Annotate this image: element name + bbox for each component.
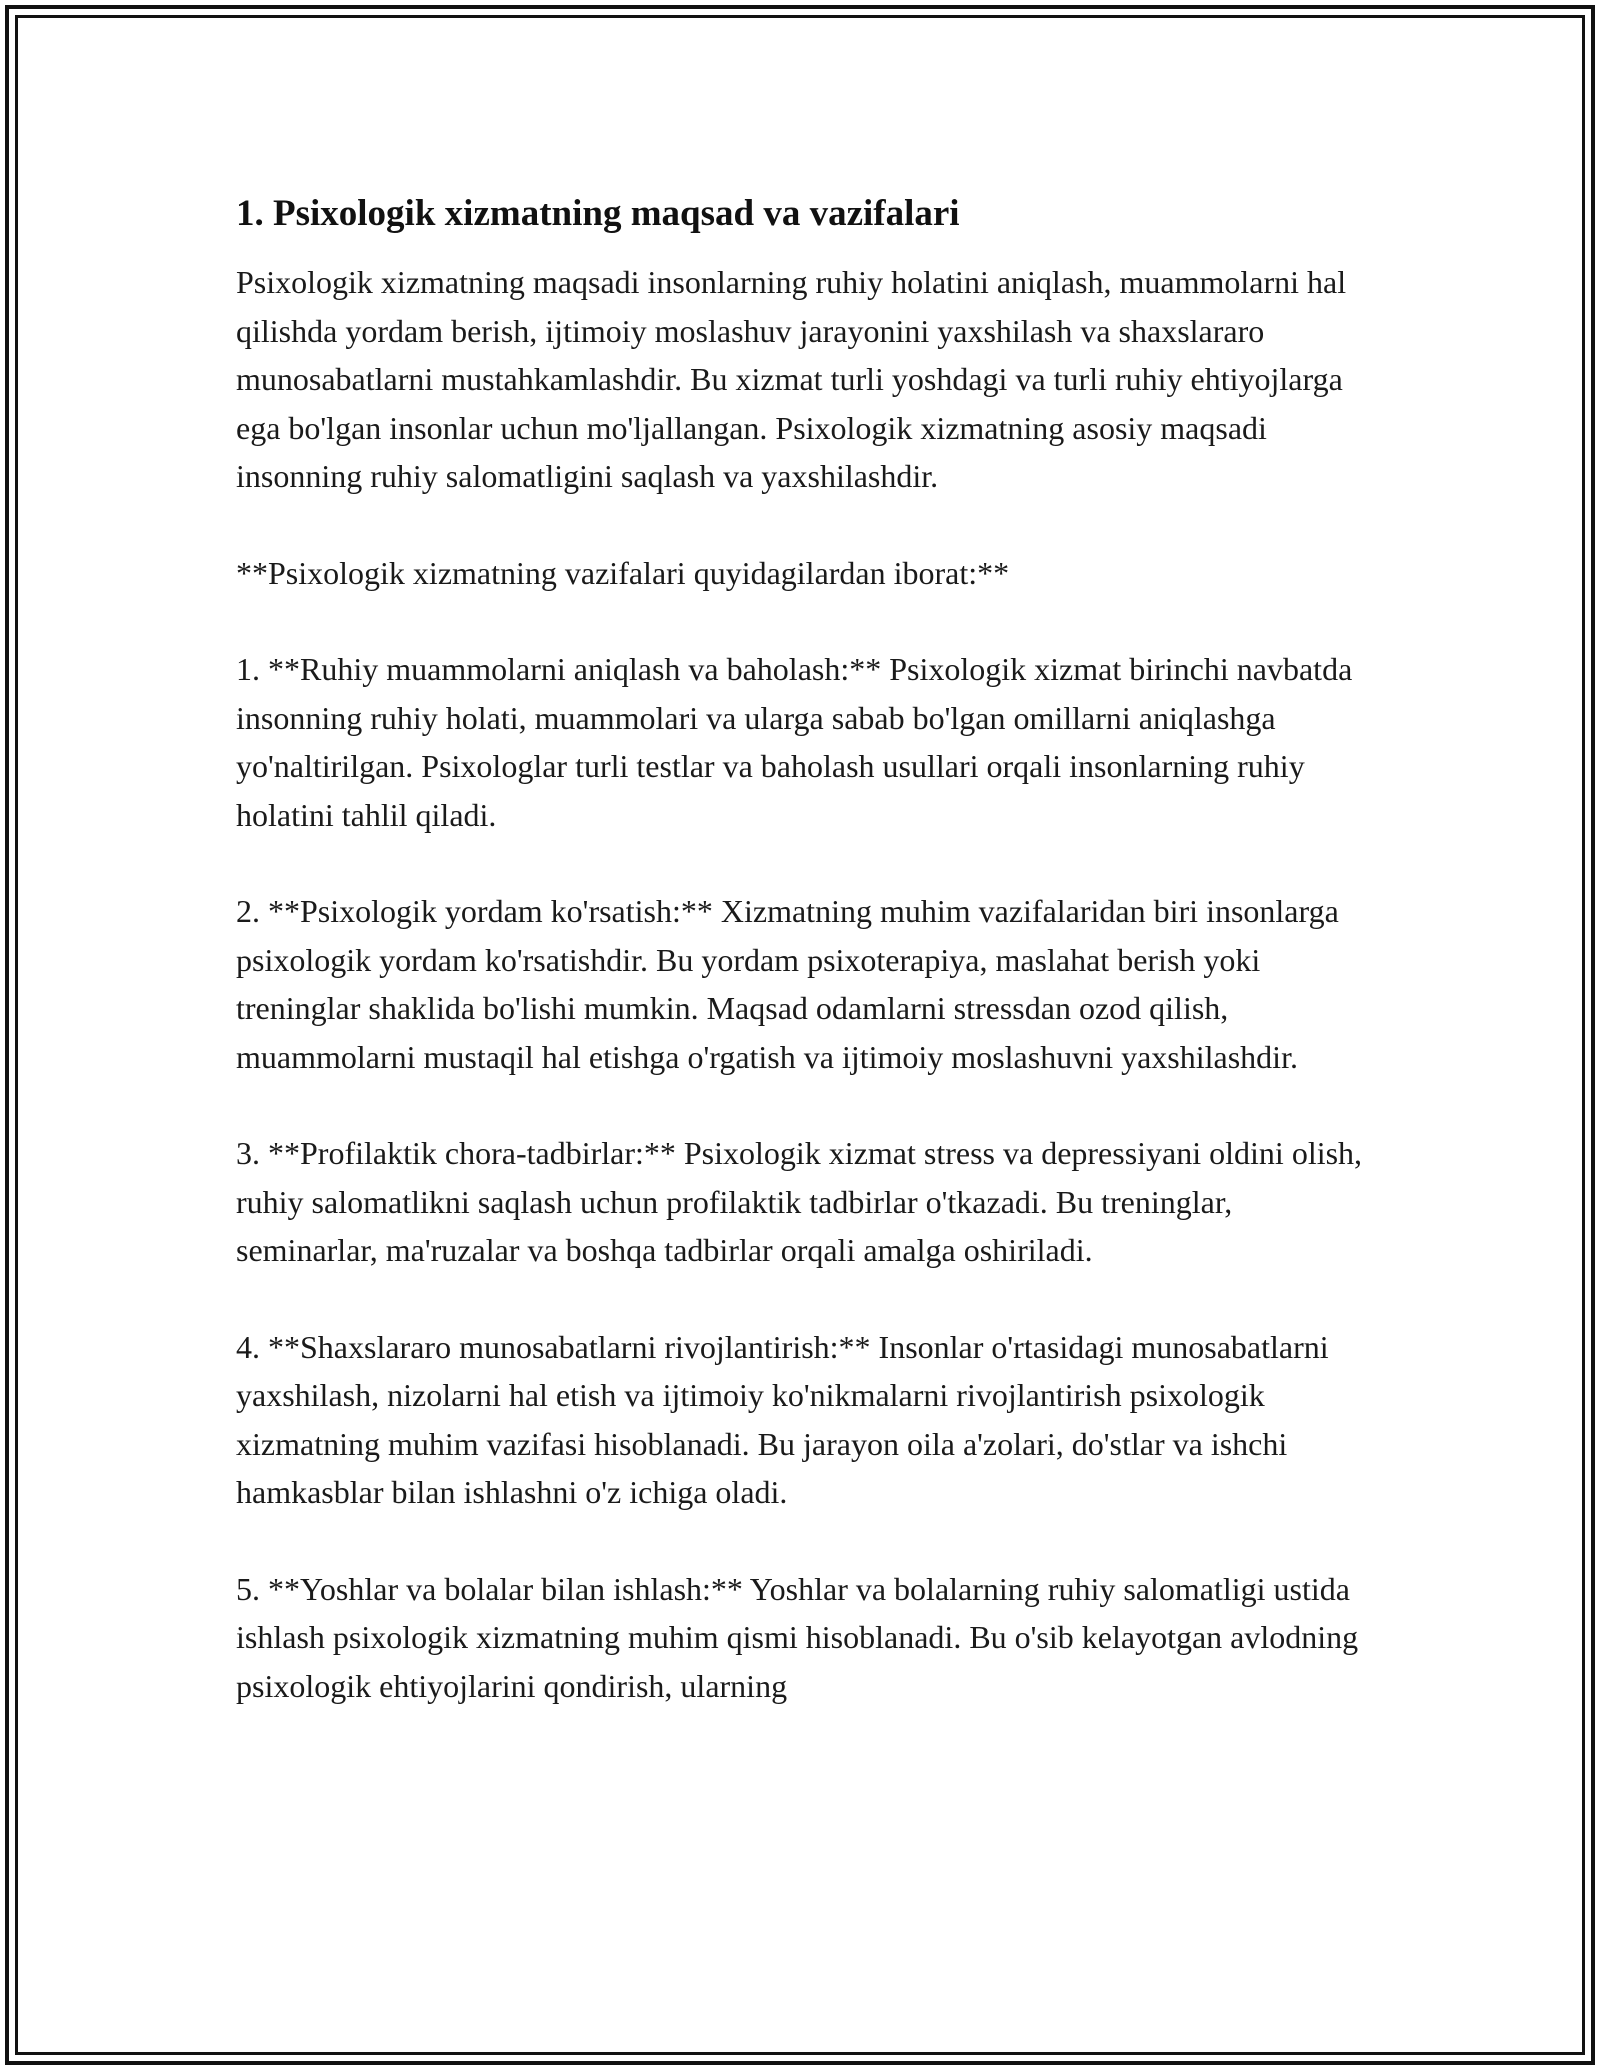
task-item-5: 5. **Yoshlar va bolalar bilan ishlash:** Yoshlar va bolalarning ruhiy salomatligi ustida ishlash psixologik xizmatning muhim qismi hisoblanadi. Bu o'sib kelayotgan avlodning psixologik ehtiyojlarini qondirish, ularning <box>236 1570 1359 1704</box>
task-item-1: 1. **Ruhiy muammolarni aniqlash va baholash:** Psixologik xizmat birinchi navbatda insonning ruhiy holati, muammolari va ularga sabab bo'lgan omillarni aniqlashga yo'naltirilgan. Psixologlar turli testlar va baholash usullari orqali insonlarning ruhiy holatini tahlil qiladi. <box>236 651 1353 833</box>
intro-paragraph: Psixologik xizmatning maqsadi insonlarning ruhiy holatini aniqlash, muammolarni hal qilishda yordam berish, ijtimoiy moslashuv jarayonini yaxshilash va shaxslararo munosabatlarni mustahkamlashdir. Bu xizmat turli yoshdagi va turli ruhiy ehtiyojlarga ega bo'lgan insonlar uchun mo'ljallangan. Psixologik xizmatning asosiy maqsadi insonning ruhiy salomatligini saqlash va yaxshilashdir. <box>236 264 1347 494</box>
task-item-2: 2. **Psixologik yordam ko'rsatish:** Xizmatning muhim vazifalaridan biri insonlarga psixologik yordam ko'rsatishdir. Bu yordam psixoterapiya, maslahat berish yoki treninglar shaklida bo'lishi mumkin. Maqsad odamlarni stressdan ozod qilish, muammolarni mustaqil hal etishga o'rgatish va ijtimoiy moslashuvni yaxshilashdir. <box>236 893 1339 1075</box>
document-body <box>236 188 1376 1758</box>
section-heading: 1. Psixologik xizmatning maqsad va vazifalari <box>236 193 960 234</box>
tasks-intro-paragraph: **Psixologik xizmatning vazifalari quyidagilardan iborat:** <box>236 554 1010 591</box>
task-item-3: 3. **Profilaktik chora-tadbirlar:** Psixologik xizmat stress va depressiyani oldini olish, ruhiy salomatlikni saqlash uchun profilaktik tadbirlar o'tkazadi. Bu treninglar, seminarlar, ma'ruzalar va boshqa tadbirlar orqali amalga oshiriladi. <box>236 1135 1363 1268</box>
task-item-4: 4. **Shaxslararo munosabatlarni rivojlantirish:** Insonlar o'rtasidagi munosabatlarni yaxshilash, nizolarni hal etish va ijtimoiy ko'nikmalarni rivojlantirish psixologik xizmatning muhim vazifasi hisoblanadi. Bu jarayon oila a'zolari, do'stlar va ishchi hamkasblar bilan ishlashni o'z ichiga oladi. <box>236 1328 1329 1510</box>
